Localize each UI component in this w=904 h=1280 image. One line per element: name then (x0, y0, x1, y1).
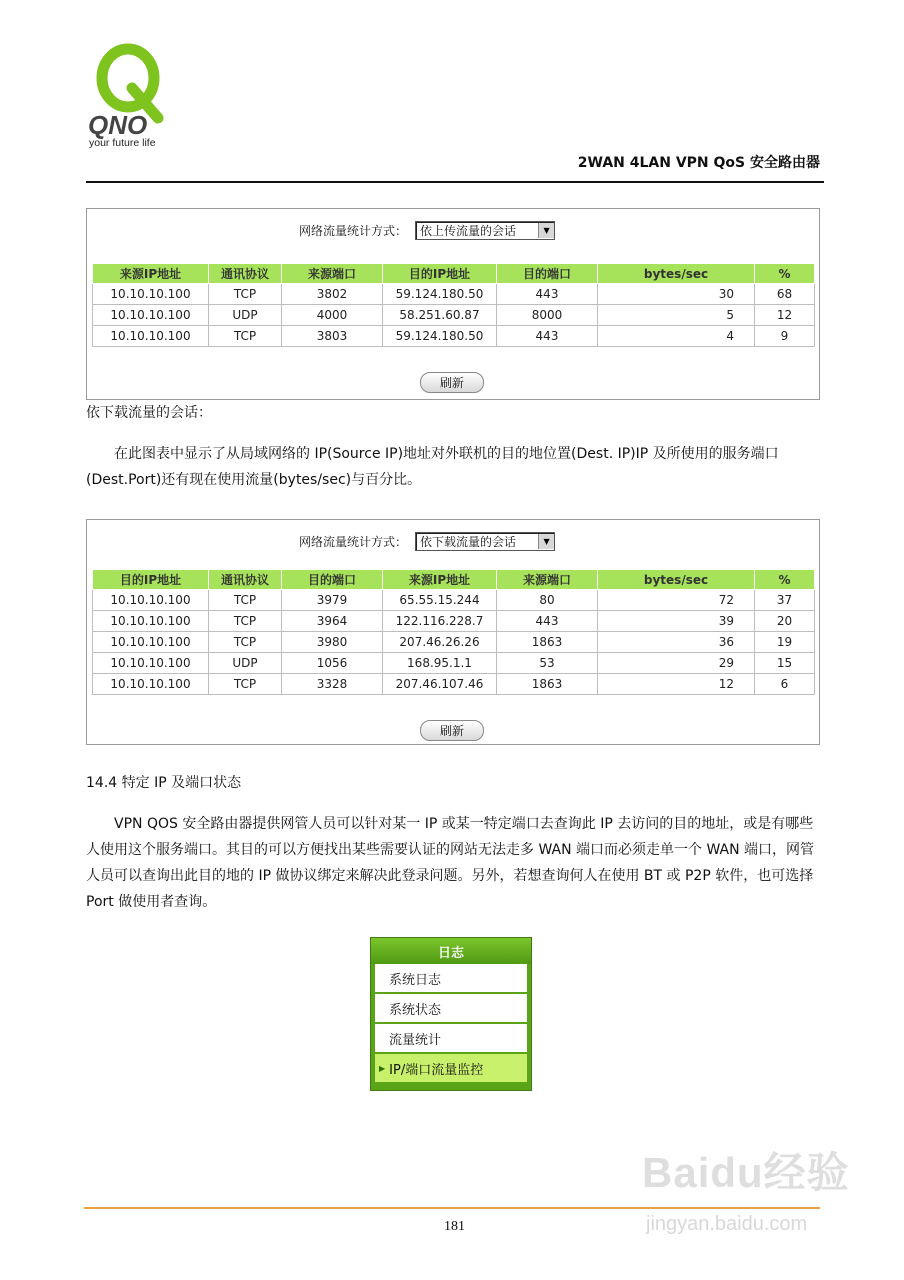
refresh-button[interactable]: 刷新 (420, 720, 484, 741)
table-row (93, 326, 815, 347)
table-row (93, 674, 815, 695)
menu-item-label: IP/端口流量监控 (389, 1062, 484, 1078)
section-heading: 14.4 特定 IP 及端口状态 (86, 775, 242, 791)
cell: 59.124.180.50 (383, 284, 497, 305)
stat-mode-label: 网络流量统计方式： (299, 224, 408, 238)
menu-item-ip-port-monitor[interactable] (375, 1054, 527, 1082)
stat-mode-select[interactable] (415, 221, 555, 240)
stat-mode-select[interactable] (415, 532, 555, 551)
table-header-row (93, 570, 815, 590)
qno-logo (88, 42, 188, 152)
cell: 4000 (282, 305, 383, 326)
page-number: 181 (444, 1219, 465, 1234)
col-header: 来源端口 (282, 264, 383, 284)
caption-download-sessions: 依下载流量的会话： (86, 405, 212, 421)
cell: 3803 (282, 326, 383, 347)
cell: TCP (209, 326, 282, 347)
col-header: bytes/sec (598, 570, 755, 590)
download-session-panel (86, 519, 820, 745)
table-row (93, 653, 815, 674)
chevron-down-icon[interactable]: ▼ (538, 223, 554, 238)
cell: 10.10.10.100 (93, 611, 209, 632)
table-row (93, 305, 815, 326)
menu-item-traffic-stats[interactable] (375, 1024, 527, 1052)
cell: 10.10.10.100 (93, 326, 209, 347)
cell: 12 (755, 305, 815, 326)
cell: 80 (497, 590, 598, 611)
table-row (93, 632, 815, 653)
cell: 10.10.10.100 (93, 284, 209, 305)
download-session-table (92, 569, 815, 695)
chevron-down-icon[interactable]: ▼ (538, 534, 554, 549)
col-header: 目的IP地址 (93, 570, 209, 590)
menu-item-system-status[interactable] (375, 994, 527, 1022)
col-header: 目的端口 (282, 570, 383, 590)
cell: 3328 (282, 674, 383, 695)
stat-mode-row (299, 221, 555, 240)
col-header: 通讯协议 (209, 570, 282, 590)
col-header: 目的端口 (497, 264, 598, 284)
table-row (93, 590, 815, 611)
log-menu (370, 937, 532, 1091)
menu-item-system-log[interactable] (375, 964, 527, 992)
stat-mode-row (299, 532, 555, 551)
cell: 443 (497, 611, 598, 632)
svg-text:QNO: QNO (88, 110, 148, 140)
cell: 1056 (282, 653, 383, 674)
cell: 30 (598, 284, 755, 305)
col-header: 目的IP地址 (383, 264, 497, 284)
refresh-button[interactable]: 刷新 (420, 372, 484, 393)
cell: 36 (598, 632, 755, 653)
cell: TCP (209, 590, 282, 611)
menu-item-label: 系统状态 (389, 1002, 442, 1018)
cell: TCP (209, 674, 282, 695)
upload-session-panel (86, 208, 820, 400)
cell: 10.10.10.100 (93, 632, 209, 653)
cell: 12 (598, 674, 755, 695)
stat-mode-value: 依下载流量的会话 (420, 535, 517, 549)
cell: 20 (755, 611, 815, 632)
stat-mode-label: 网络流量统计方式： (299, 535, 408, 549)
upload-session-table (92, 263, 815, 347)
menu-title: 日志 (371, 938, 531, 964)
table-row (93, 284, 815, 305)
cell: UDP (209, 653, 282, 674)
cell: 443 (497, 326, 598, 347)
header-divider (86, 181, 824, 183)
cell: 68 (755, 284, 815, 305)
cell: 3980 (282, 632, 383, 653)
cell: 443 (497, 284, 598, 305)
cell: 6 (755, 674, 815, 695)
cell: 59.124.180.50 (383, 326, 497, 347)
cell: 4 (598, 326, 755, 347)
watermark-url: jingyan.baidu.com (646, 1213, 808, 1235)
page-header-title: 2WAN 4LAN VPN QoS 安全路由器 (577, 155, 820, 171)
col-header: % (755, 264, 815, 284)
table-row (93, 611, 815, 632)
footer-divider (84, 1207, 820, 1209)
cell: 19 (755, 632, 815, 653)
cell: 65.55.15.244 (383, 590, 497, 611)
cell: 39 (598, 611, 755, 632)
menu-item-label: 流量统计 (389, 1032, 442, 1048)
body-paragraph-1: 在此图表中显示了从局域网络的 IP(Source IP)地址对外联机的目的地位置(Dest. IP)IP 及所使用的服务端口(Dest.Port)还有现在使用流量(bytes/sec)与百分比。 (86, 446, 779, 488)
cell: 15 (755, 653, 815, 674)
cell: 3979 (282, 590, 383, 611)
cell: 168.95.1.1 (383, 653, 497, 674)
cell: 29 (598, 653, 755, 674)
cell: 10.10.10.100 (93, 674, 209, 695)
cell: 10.10.10.100 (93, 590, 209, 611)
cell: UDP (209, 305, 282, 326)
cell: 72 (598, 590, 755, 611)
cell: TCP (209, 611, 282, 632)
cell: TCP (209, 632, 282, 653)
col-header: % (755, 570, 815, 590)
cell: 1863 (497, 632, 598, 653)
cell: 5 (598, 305, 755, 326)
col-header: 通讯协议 (209, 264, 282, 284)
col-header: 来源IP地址 (93, 264, 209, 284)
stat-mode-value: 依上传流量的会话 (420, 224, 517, 238)
cell: 10.10.10.100 (93, 305, 209, 326)
table-header-row (93, 264, 815, 284)
cell: 1863 (497, 674, 598, 695)
cell: 10.10.10.100 (93, 653, 209, 674)
cell: 58.251.60.87 (383, 305, 497, 326)
cell: TCP (209, 284, 282, 305)
cell: 9 (755, 326, 815, 347)
cell: 207.46.26.26 (383, 632, 497, 653)
col-header: 来源IP地址 (383, 570, 497, 590)
logo-tagline: your future life (89, 137, 156, 149)
cell: 53 (497, 653, 598, 674)
body-paragraph-2: VPN QOS 安全路由器提供网管人员可以针对某一 IP 或某一特定端口去查询此 IP 去访问的目的地址，或是有哪些人使用这个服务端口。其目的可以方便找出某些需要认证的网站无法走多 WAN 端口而必须走单一个 WAN 端口，网管人员可以查询出此目的地的 IP 做协议绑定来解决此登录问题。另外，若想查询何人在使用 BT 或 P2P 软件，也可选择 Port 做使用者查询。 (86, 816, 815, 910)
cell: 37 (755, 590, 815, 611)
baidu-watermark: Baidu经验 (642, 1149, 850, 1196)
cell: 3964 (282, 611, 383, 632)
menu-item-label: 系统日志 (389, 972, 442, 988)
col-header: 来源端口 (497, 570, 598, 590)
cell: 3802 (282, 284, 383, 305)
col-header: bytes/sec (598, 264, 755, 284)
cell: 8000 (497, 305, 598, 326)
caret-right-icon: ▶ (379, 1063, 386, 1073)
cell: 122.116.228.7 (383, 611, 497, 632)
cell: 207.46.107.46 (383, 674, 497, 695)
